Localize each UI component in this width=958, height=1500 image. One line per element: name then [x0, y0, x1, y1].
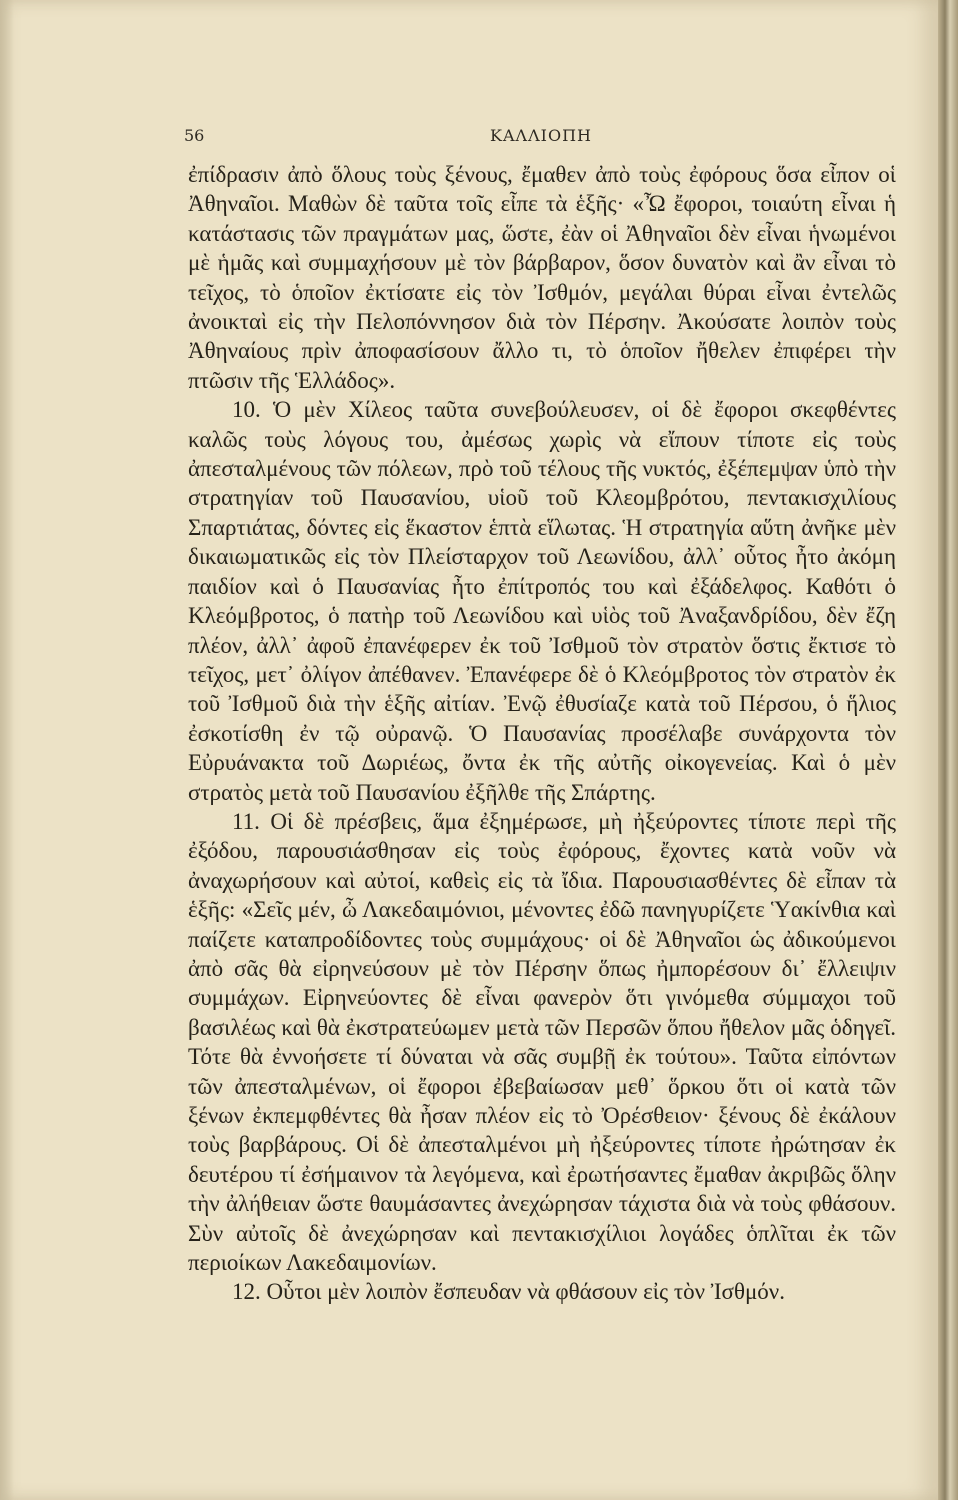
page-fore-edge: [938, 0, 958, 1500]
page-number: 56: [184, 126, 205, 145]
paragraph-12: 12. Οὗτοι μὲν λοιπὸν ἔσπευδαν νὰ φθάσουν εἰς τὸν Ἰσθμόν.: [232, 1279, 785, 1305]
paragraph-10: 10. Ὁ μὲν Χίλεος ταῦτα συνεβούλευσεν, οἱ δὲ ἔφοροι σκεφθέντες καλῶς τοὺς λόγους του, ἀμέσως χωρὶς νὰ εἴπουν τίποτε εἰς τοὺς ἀπεσταλμένους τῶν πόλεων, πρὸ τοῦ τέλους τῆς νυκτός, ἐξέπεμψαν ὑπὸ τὴν στρατηγίαν τοῦ Παυσανίου, υἱοῦ τοῦ Κλεομβρότου, πεντακισχιλίους Σπαρτιάτας, δόντες εἰς ἕκαστον ἑπτὰ εἵλωτας. Ἡ στρατηγία αὕτη ἀνῆκε μὲν δικαιωματικῶς εἰς τὸν Πλείσταρχον τοῦ Λεωνίδου, ἀλλ᾽ οὗτος ἦτο ἀκόμη παιδίον καὶ ὁ Παυσανίας ἦτο ἐπίτροπός του καὶ ἐξάδελφος. Καθότι ὁ Κλεόμβροτος, ὁ πατὴρ τοῦ Λεωνίδου καὶ υἱὸς τοῦ Ἀναξανδρίδου, δὲν ἔζη πλέον, ἀλλ᾽ ἀφοῦ ἐπανέφερεν ἐκ τοῦ Ἰσθμοῦ τὸν στρατὸν ὅστις ἔκτισε τὸ τεῖχος, μετ᾽ ὀλίγον ἀπέθανεν. Ἐπανέφερε δὲ ὁ Κλεόμβροτος τὸν στρατὸν ἐκ τοῦ Ἰσθμοῦ διὰ τὴν ἑξῆς αἰτίαν. Ἐνῷ ἐθυσίαζε κατὰ τοῦ Πέρσου, ὁ ἥλιος ἐσκοτίσθη ἐν τῷ οὐρανῷ. Ὁ Παυσανίας προσέλαβε συνάρχοντα τὸν Εὐρυάνακτα τοῦ Δωριέως, ὄντα ἐκ τῆς αὐτῆς οἰκογενείας. Καὶ ὁ μὲν στρατὸς μετὰ τοῦ Παυσανίου ἐξῆλθε τῆς Σπάρτης.: [188, 397, 896, 805]
running-head: ΚΑΛΛΙΟΠΗ: [490, 126, 592, 145]
page-gutter-shadow: [0, 0, 14, 1500]
paragraph-continued: ἐπίδρασιν ἀπὸ ὅλους τοὺς ξένους, ἔμαθεν ἀπὸ τοὺς ἐφόρους ὅσα εἶπον οἱ Ἀθηναῖοι. Μαθὼν δὲ ταῦτα τοῖς εἶπε τὰ ἑξῆς· «Ὦ ἔφοροι, τοιαύτη εἶναι ἡ κατάστασις τῶν πραγμάτων μας, ὥστε, ἐὰν οἱ Ἀθηναῖοι δὲν εἶναι ἡνωμένοι μὲ ἡμᾶς καὶ συμμαχήσουν μὲ τὸν βάρβαρον, ὅσον δυνατὸν καὶ ἂν εἶναι τὸ τεῖχος, τὸ ὁποῖον ἐκτίσατε εἰς τὸν Ἰσθμόν, μεγάλαι θύραι εἶναι ἐντελῶς ἀνοικταὶ εἰς τὴν Πελοπόννησον διὰ τὸν Πέρσην. Ἀκούσατε λοιπὸν τοὺς Ἀθηναίους πρὶν ἀποφασίσουν ἄλλο τι, τὸ ὁποῖον ἤθελεν ἐπιφέρει τὴν πτῶσιν τῆς Ἑλλάδος».: [188, 162, 896, 393]
paragraph-11: 11. Οἱ δὲ πρέσβεις, ἅμα ἐξημέρωσε, μὴ ἠξεύροντες τίποτε περὶ τῆς ἐξόδου, παρουσιάσθησαν εἰς τοὺς ἐφόρους, ἔχοντες κατὰ νοῦν νὰ ἀναχωρήσουν καὶ αὐτοί, καθεὶς εἰς τὰ ἴδια. Παρουσιασθέντες δὲ εἶπαν τὰ ἑξῆς: «Σεῖς μέν, ὦ Λακεδαιμόνιοι, μένοντες ἐδῶ πανηγυρίζετε Ὑακίνθια καὶ παίζετε καταπροδίδοντες τοὺς συμμάχους· οἱ δὲ Ἀθηναῖοι ὡς ἀδικούμενοι ἀπὸ σᾶς θὰ εἰρηνεύσουν μὲ τὸν Πέρσην ὅπως ἠμπορέσουν δι᾽ ἔλλειψιν συμμάχων. Εἰρηνεύοντες δὲ εἶναι φανερὸν ὅτι γινόμεθα σύμμαχοι τοῦ βασιλέως καὶ θὰ ἐκστρατεύωμεν μετὰ τῶν Περσῶν ὅπου ἤθελον μᾶς ὁδηγεῖ. Τότε θὰ ἐννοήσετε τί δύναται νὰ σᾶς συμβῇ ἐκ τούτου». Ταῦτα εἰπόντων τῶν ἀπεσταλμένων, οἱ ἔφοροι ἐβεβαίωσαν μεθ᾽ ὅρκου ὅτι οἱ κατὰ τῶν ξένων ἐκπεμφθέντες θὰ ἦσαν πλέον εἰς τὸ Ὀρέσθειον· ξένους δὲ ἐκάλουν τοὺς βαρβάρους. Οἱ δὲ ἀπεσταλμένοι μὴ ἠξεύροντες τίποτε ἠρώτησαν ἐκ δευτέρου τί ἐσήμαινον τὰ λεγόμενα, καὶ ἐρωτήσαντες ἔμαθαν ἀκριβῶς ὅλην τὴν ἀλήθειαν ὥστε θαυμάσαντες ἀνεχώρησαν τάχιστα διὰ νὰ τοὺς φθάσουν. Σὺν αὐτοῖς δὲ ἀνεχώρησαν καὶ πεντακισχίλιοι λογάδες ὁπλῖται ἐκ τῶν περιοίκων Λακεδαιμονίων.: [188, 808, 896, 1276]
page-header: [184, 120, 898, 150]
body-text: [188, 160, 896, 1307]
